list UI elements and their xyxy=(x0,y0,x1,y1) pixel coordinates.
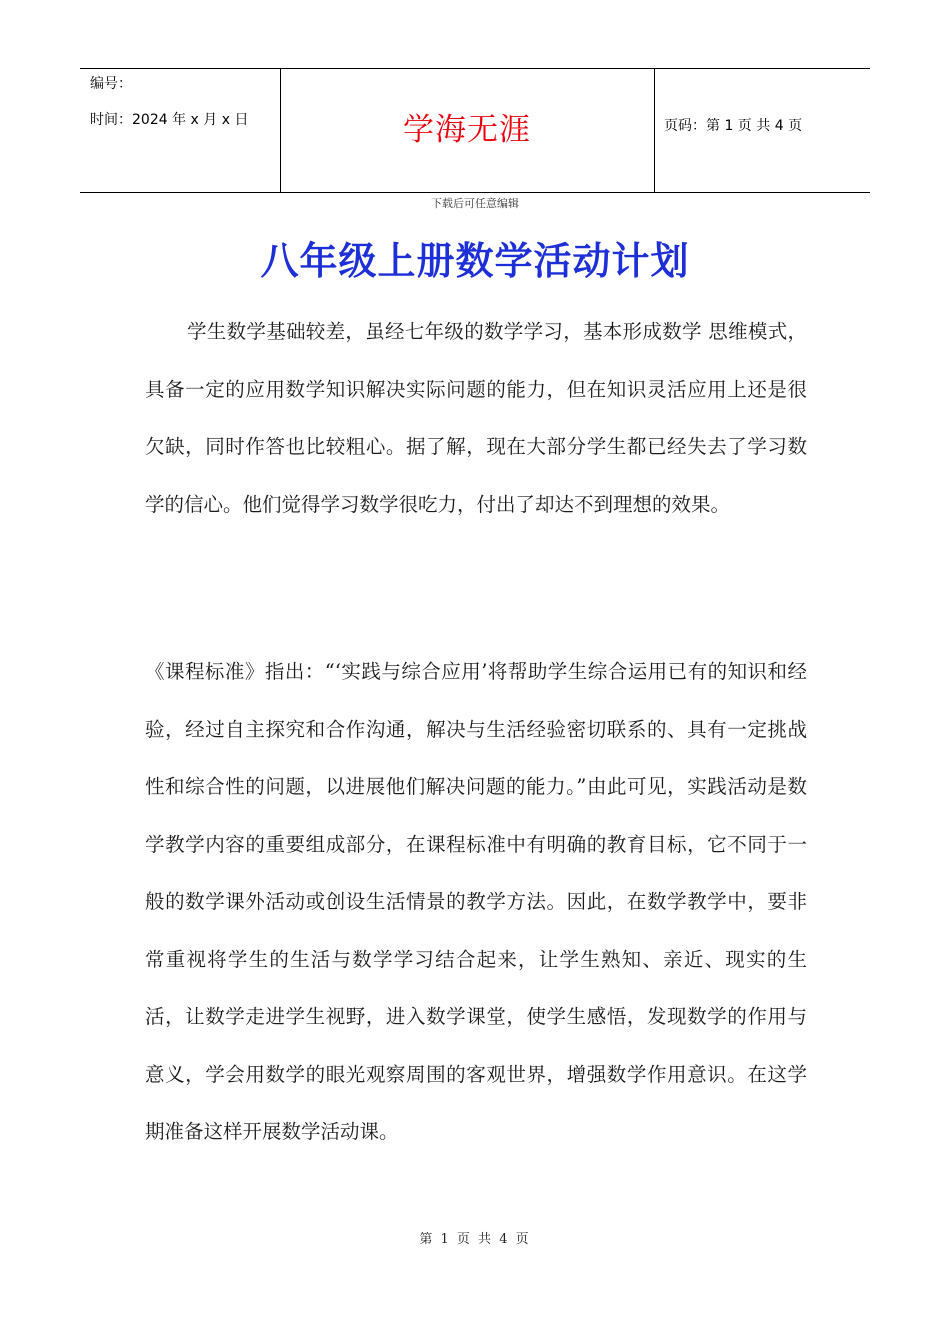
column-divider xyxy=(654,69,655,192)
paragraph: 《课程标准》指出：“‘实践与综合应用’将帮助学生综合运用已有的知识和经验，经过自主探究和合作沟通，解决与生活经验密切联系的、具有一定挑战性和综合性的问题，以进展他们解决问题的能力。”由此可见，实践活动是数学教学内容的重要组成部分，在课程标准中有明确的教育目标，它不同于一般的数学课外活动或创设生活情景的教学方法。因此，在数学教学中，要非常重视将学生的生活与数学学习结合起来，让学生熟知、亲近、现实的生活，让数学走进学生视野，进入数学课堂，使学生感悟，发现数学的作用与意义，学会用数学的眼光观察周围的客观世界，增强数学作用意识。在这学期准备这样开展数学活动课。 xyxy=(145,660,807,1143)
document-title: 八年级上册数学活动计划 xyxy=(260,238,690,283)
header-table xyxy=(80,68,870,193)
edit-note: 下载后可任意编辑 xyxy=(431,197,519,210)
page-footer: 第 1 页 共 4 页 xyxy=(419,1232,531,1247)
page-count-label: 页码：第 1 页 共 4 页 xyxy=(664,118,803,134)
time-label: 时间：2024 年 x 月 x 日 xyxy=(90,112,249,128)
number-label: 编号： xyxy=(90,76,132,92)
brand-title: 学海无涯 xyxy=(403,112,531,148)
paragraph: 学生数学基础较差，虽经七年级的数学学习，基本形成数学 思维模式，具备一定的应用数学知识解决实际问题的能力，但在知识灵活应用上还是很欠缺，同时作答也比较粗心。据了解，现在大部分学生都已经失去了学习数学的信心。他们觉得学习数学很吃力，付出了却达不到理想的效果。 xyxy=(145,320,807,516)
